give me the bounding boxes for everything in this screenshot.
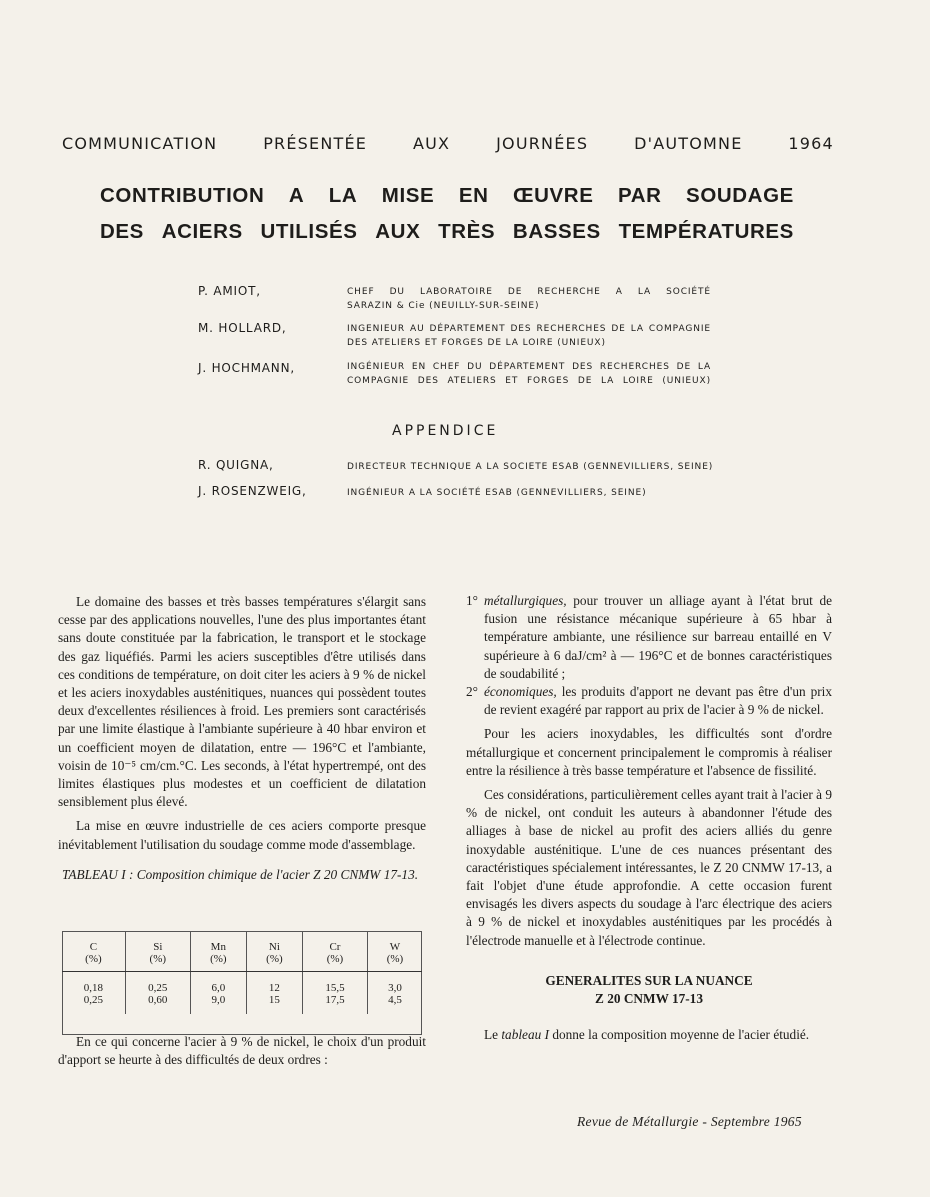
table-cell: 15,5 bbox=[302, 972, 367, 995]
title-word: A bbox=[288, 184, 305, 207]
appendix-author-name: R. QUIGNA, bbox=[198, 458, 274, 472]
body-paragraph: Pour les aciers inoxydables, les difficultés sont d'ordre métallurgique et concernent principalement le compromis à réaliser entre la résilience à très basse température et l'absence de fissilité. bbox=[466, 726, 832, 778]
list-number: 2° bbox=[466, 684, 478, 700]
affiliation-line: INGENIEUR AU DÉPARTEMENT DES RECHERCHES DE LA COMPAGNIE bbox=[347, 324, 711, 334]
affiliation-line: SARAZIN & Cie (NEUILLY-SUR-SEINE) bbox=[347, 301, 540, 311]
table-cell: 4,5 bbox=[367, 994, 422, 1014]
section-heading-line: Z 20 CNMW 17-13 bbox=[595, 990, 703, 1006]
appendix-author-name: J. ROSENZWEIG, bbox=[198, 484, 307, 498]
article-title-line-2 bbox=[100, 220, 794, 244]
header-word: AUX bbox=[413, 134, 451, 153]
author-name: P. AMIOT, bbox=[198, 284, 261, 298]
body-paragraph: La mise en œuvre industrielle de ces aciers comporte presque inévitablement l'utilisation du soudage comme mode d'assemblage. bbox=[58, 818, 426, 852]
author-affiliation bbox=[347, 285, 711, 313]
table-unit-cell: (%) bbox=[246, 953, 302, 972]
title-word: CONTRIBUTION bbox=[100, 184, 265, 207]
table-unit-cell: (%) bbox=[302, 953, 367, 972]
header-word: PRÉSENTÉE bbox=[263, 134, 368, 153]
paragraph-text: Le bbox=[484, 1026, 502, 1042]
composition-table bbox=[62, 931, 422, 1014]
title-word: BASSES bbox=[512, 220, 601, 243]
author-name: M. HOLLARD, bbox=[198, 321, 287, 335]
header-word: D'AUTOMNE bbox=[634, 134, 743, 153]
article-title-line-1 bbox=[100, 184, 794, 208]
header-word: 1964 bbox=[788, 134, 834, 153]
table-cell: 6,0 bbox=[190, 972, 246, 995]
header-word: JOURNÉES bbox=[496, 134, 589, 153]
title-word: ŒUVRE bbox=[513, 184, 594, 207]
header-word: COMMUNICATION bbox=[62, 134, 218, 153]
title-word: ACIERS bbox=[161, 220, 243, 243]
appendix-heading: APPENDICE bbox=[392, 423, 499, 439]
list-item-lead: métallurgiques, bbox=[484, 593, 567, 608]
table-cell: 0,18 bbox=[83, 982, 104, 994]
body-paragraph bbox=[466, 1026, 832, 1044]
affiliation-line: DES ATELIERS ET FORGES DE LA LOIRE (UNIEUX) bbox=[347, 338, 606, 348]
right-column bbox=[466, 592, 832, 1044]
appendix-author-affiliation: DIRECTEUR TECHNIQUE A LA SOCIETE ESAB (GENNEVILLIERS, SEINE) bbox=[347, 462, 714, 472]
title-word: AUX bbox=[375, 220, 421, 243]
table-header-cell: C bbox=[89, 941, 98, 953]
list-item bbox=[466, 592, 832, 683]
table-header-row bbox=[62, 931, 422, 953]
title-word: PAR bbox=[617, 184, 662, 207]
appendix-author-affiliation: INGÉNIEUR A LA SOCIÉTÉ ESAB (GENNEVILLIERS, SEINE) bbox=[347, 488, 647, 498]
section-heading bbox=[466, 972, 832, 1008]
table-unit-row bbox=[62, 953, 422, 972]
table-cell: 3,0 bbox=[367, 972, 422, 995]
list-item bbox=[466, 683, 832, 719]
table-cell: 9,0 bbox=[190, 994, 246, 1014]
body-paragraph: Ces considérations, particulièrement celles ayant trait à l'acier à 9 % de nickel, ont conduit les auteurs à abandonner l'étude des alliages à base de nickel au profit des aciers alliés du genre inoxydable austénitique. L'une de ces nuances présentant des caractéristiques spécialement intéressantes, le Z 20 CNMW 17-13, a fait l'objet d'une étude approfondie. A cette occasion furent envisagés les divers aspects du soudage à l'arc électrique des aciers à 9 % de nickel et inoxydables austénitiques par les procédés à l'électrode manuelle et à l'électrode continue. bbox=[466, 787, 832, 948]
title-word: DES bbox=[100, 220, 144, 243]
title-word: TEMPÉRATURES bbox=[618, 220, 794, 243]
title-word: TRÈS bbox=[438, 220, 496, 243]
table-cell: 15 bbox=[246, 994, 302, 1014]
affiliation-line: INGÉNIEUR EN CHEF DU DÉPARTEMENT DES RECHERCHES DE LA bbox=[347, 362, 711, 372]
affiliation-line: CHEF DU LABORATOIRE DE RECHERCHE A LA SOCIÉTÉ bbox=[347, 287, 711, 297]
body-paragraph: En ce qui concerne l'acier à 9 % de nickel, le choix d'un produit d'apport se heurte à des difficultés de deux ordres : bbox=[58, 1033, 426, 1068]
table-cell: 0,60 bbox=[125, 994, 190, 1014]
affiliation-line: COMPAGNIE DES ATELIERS ET FORGES DE LA LOIRE (UNIEUX) bbox=[347, 376, 711, 386]
table-header-cell: Cr bbox=[302, 931, 367, 953]
table-row bbox=[62, 994, 422, 1014]
list-item-text: les produits d'apport ne devant pas être d'un prix de revient exagéré par rapport au prix de l'acier à 9 % de nickel. bbox=[484, 684, 832, 718]
table-unit-cell: (%) bbox=[62, 953, 125, 972]
table-header-cell: Si bbox=[125, 931, 190, 953]
table-row bbox=[62, 972, 422, 995]
paragraph-text: donne la composition moyenne de l'acier étudié. bbox=[549, 1026, 810, 1042]
author-affiliation bbox=[347, 322, 711, 350]
table-header-cell: W bbox=[367, 931, 422, 953]
conference-header bbox=[62, 134, 834, 153]
table-unit-cell: (%) bbox=[190, 953, 246, 972]
title-word: UTILISÉS bbox=[260, 220, 358, 243]
title-word: MISE bbox=[381, 184, 435, 207]
table-unit-cell: (%) bbox=[125, 953, 190, 972]
title-word: SOUDAGE bbox=[686, 184, 794, 207]
author-affiliation bbox=[347, 360, 711, 388]
body-paragraph: Le domaine des basses et très basses températures s'élargit sans cesse par des applications nouvelles, l'une des plus importantes étant sans doute constituée par la fabrication, le transport et le stockage des gaz liquéfiés. Parmi les aciers susceptibles d'être utilisés dans ces conditions de température, on doit citer les aciers à 9 % de nickel et les aciers inoxydables austénitiques, nuances qui possèdent toutes deux d'excellentes résiliences à froid. Les premiers sont caractérisés par une limite élastique à l'ambiante supérieure à 40 hbar environ et un coefficient moyen de dilatation, entre — 196°C et l'ambiante, voisin de 10⁻⁵ cm/cm.°C. Les seconds, à l'état hypertrempé, ont des limites élastiques plus modestes et un coefficient de dilatation sensiblement plus élevé. bbox=[58, 594, 426, 810]
table-header-cell: Ni bbox=[246, 931, 302, 953]
table-header-cell: Mn bbox=[190, 931, 246, 953]
table-reference: tableau I bbox=[501, 1026, 549, 1042]
journal-footer: Revue de Métallurgie - Septembre 1965 bbox=[577, 1114, 802, 1129]
list-item-lead: économiques, bbox=[484, 684, 557, 700]
title-word: EN bbox=[458, 184, 489, 207]
table-cell: 0,25 bbox=[83, 994, 104, 1006]
table-cell: 12 bbox=[246, 972, 302, 995]
table-unit-cell: (%) bbox=[367, 953, 422, 972]
list-number: 1° bbox=[466, 593, 478, 608]
table-cell: 0,25 bbox=[125, 972, 190, 995]
section-heading-line: GENERALITES SUR LA NUANCE bbox=[545, 972, 753, 988]
table-caption: TABLEAU I : Composition chimique de l'acier Z 20 CNMW 17-13. bbox=[62, 866, 419, 882]
title-word: LA bbox=[328, 184, 358, 207]
author-name: J. HOCHMANN, bbox=[198, 361, 295, 375]
table-cell: 17,5 bbox=[302, 994, 367, 1014]
list-item-text: pour trouver un alliage ayant à l'état brut de fusion une résistance mécanique supérieure à 65 hbar à température ambiante, une résilience sur barreau entaillé en V supérieure à 6 daJ/cm² à — 196°C et de bonnes caractéristiques de soudabilité ; bbox=[484, 593, 832, 681]
